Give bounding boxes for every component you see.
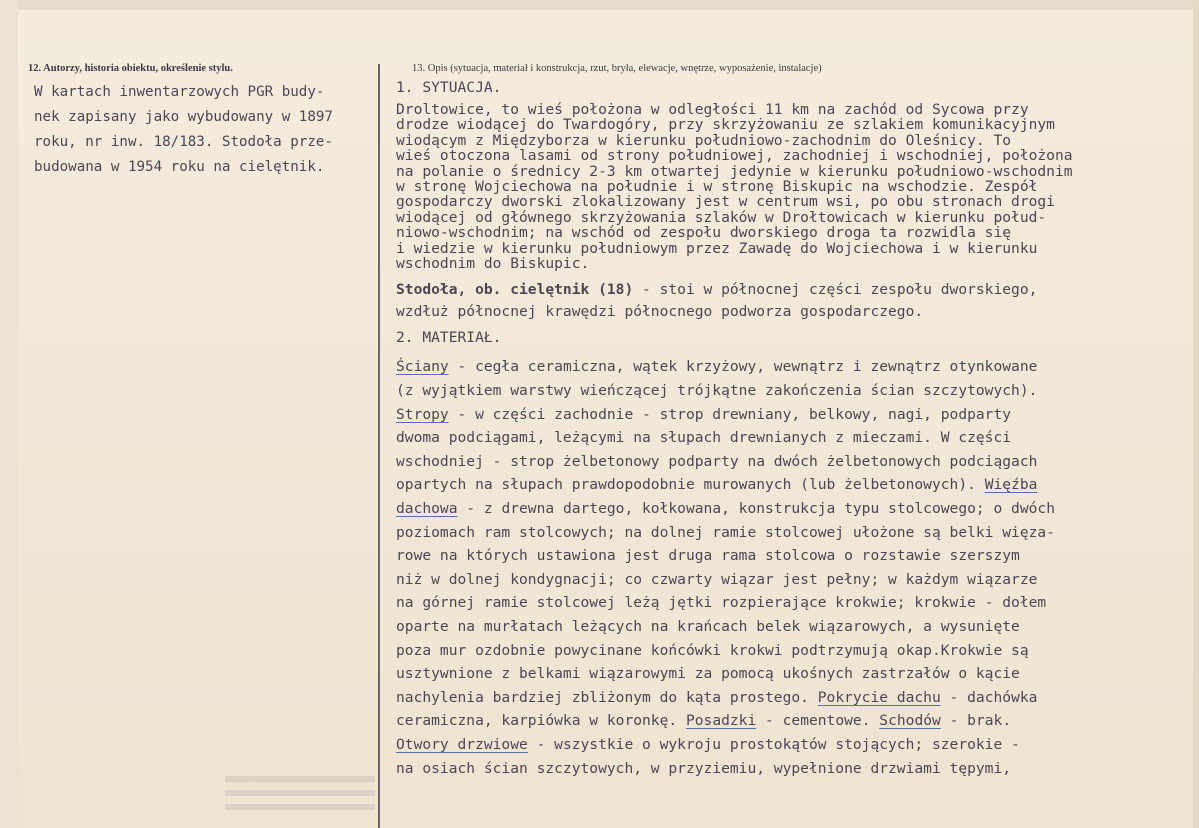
paper-edge-right (1193, 0, 1199, 828)
material-text: - z drewna dartego, kołkowana, konstrukcja typu stolcowego; o dwóch (457, 500, 1055, 518)
material-text: - cegła ceramiczna, wątek krzyżowy, wewnątrz i zewnątrz otynkowane (448, 358, 1038, 376)
situation-line: na polanie o średnicy 2-3 km otwartej jedynie w kierunku południowo-wschodnim (396, 162, 1073, 180)
walls-label: Ściany (396, 358, 449, 376)
situation-line: i wiedzie w kierunku południowym przez Zawadę do Wojciechowa i w kierunku (396, 239, 1038, 257)
situation-line: wschodnim do Biskupic. (396, 255, 590, 273)
material-line: usztywnione z belkami wiązarowymi za pomocą ukośnych zastrzałów o kącie (396, 665, 1020, 683)
floors-label: Posadzki (685, 712, 757, 730)
material-text: nachylenia bardziej zbliżonym do kąta prostego. (396, 688, 809, 706)
material-line: na osiach ścian szczytowych, w przyziemiu, wypełnione drzwiami tępymi, (396, 759, 1012, 777)
material-line: wschodniej - strop żelbetonowy podparty na dwóch żelbetonowych podciągach (396, 452, 1038, 470)
situation-line: gospodarczy dworski zlokalizowany jest w centrum wsi, po obu stronach drogi (396, 193, 1055, 211)
material-text: - w części zachodnie - strop drewniany, belkowy, nagi, podparty (448, 405, 1012, 423)
material-line (396, 403, 1186, 427)
barn-paragraph (396, 279, 1186, 323)
material-text: opartych na słupach prawdopodobnie murowanych (lub żelbetonowych). (396, 476, 976, 494)
material-text: ceramiczna, karpiówka w koronkę. (396, 712, 678, 730)
material-line (396, 497, 1186, 521)
history-line: roku, nr inw. 18/183. Stodoła prze- (34, 134, 333, 150)
roof-truss-label-cont: dachowa (396, 500, 458, 518)
material-line: poziomach ram stolcowych; na dolnej ramie stolcowej ułożone są belki więza- (396, 523, 1055, 541)
door-openings-label: Otwory drzwiowe (396, 735, 528, 753)
section-1-heading: 1. SYTUACJA. (396, 79, 502, 96)
situation-line: drodze wiodącej do Twardogóry, przy skrzyżowaniu ze szlakiem komunikacyjnym (396, 116, 1055, 134)
material-paragraph (396, 355, 1186, 780)
barn-line-text: - stoi w północnej części zespołu dworskiego, (633, 281, 1038, 299)
ceilings-label: Stropy (396, 405, 449, 423)
material-line (396, 355, 1186, 379)
material-line: niż w dolnej kondygnacji; co czwarty wiązar jest pełny; w każdym wiązarze (396, 570, 1038, 588)
situation-line: Droltowice, to wieś położona w odległości 11 km na zachód od Sycowa przy (396, 101, 1029, 118)
history-line: budowana w 1954 roku na cielętnik. (34, 159, 325, 175)
material-line (396, 733, 1186, 757)
material-line (396, 686, 1186, 710)
section-2-heading: 2. MATERIAŁ. (396, 329, 502, 347)
material-line: (z wyjątkiem warstwy wieńczącej trójkątne zakończenia ścian szczytowych). (396, 382, 1038, 400)
material-text: - cementowe. (756, 712, 871, 730)
roofing-label: Pokrycie dachu (817, 688, 941, 706)
history-text (34, 80, 374, 180)
faded-stamp (225, 768, 375, 828)
field-13-heading: 13. Opis (sytuacja, materiał i konstrukcja, rzut, bryła, elewacje, wnętrze, wyposażenie, instalacje) (412, 63, 822, 74)
situation-line: w stronę Wojciechowa na południe i w stronę Biskupic na wschodzie. Zespół (396, 178, 1038, 196)
history-line: nek zapisany jako wybudowany w 1897 (34, 109, 333, 125)
situation-line: niowo-wschodnim; na wschód od zespołu dworskiego droga ta rozwidla się (396, 224, 1012, 242)
paper-edge-left (0, 0, 18, 828)
material-line: rowe na których ustawiona jest druga rama stolcowa o rozstawie szerszym (396, 547, 1020, 565)
column-divider (378, 64, 380, 828)
paper-edge-top (0, 0, 1199, 10)
stairs-label: Schodów (879, 712, 941, 730)
material-line (396, 709, 1186, 733)
description-text (396, 78, 1186, 780)
material-text: - dachówka (940, 688, 1038, 706)
material-line (396, 473, 1186, 497)
roof-truss-label: Więźba (984, 476, 1038, 494)
material-line: na górnej ramie stolcowej leżą jętki rozpierające krokwie; krokwie - dołem (396, 594, 1047, 612)
situation-line: wiodącej od głównego skrzyżowania szlaków w Drołtowicach w kierunku połud- (396, 208, 1047, 226)
material-text: - wszystkie o wykroju prostokątów stojących; szerokie - (527, 735, 1020, 753)
situation-line: wiodącym z Międzyborza w kierunku południowo-zachodnim do Oleśnicy. To (396, 131, 1012, 149)
history-line: W kartach inwentarzowych PGR budy- (34, 84, 325, 100)
material-line: oparte na murłatach leżących na krańcach belek wiązarowych, a wysunięte (396, 618, 1020, 635)
field-12-heading: 12. Autorzy, historia obiektu, określenie stylu. (28, 63, 233, 74)
material-text: - brak. (940, 712, 1012, 730)
barn-line (396, 279, 1186, 301)
barn-title: Stodoła, ob. cielętnik (18) (396, 281, 634, 299)
situation-line: wieś otoczona lasami od strony południowej, zachodniej i wschodniej, położona (396, 147, 1073, 165)
material-line: poza mur ozdobnie powycinane końcówki krokwi podtrzymują okap.Krokwie są (396, 641, 1029, 659)
situation-paragraph (396, 102, 1186, 271)
barn-line: wzdłuż północnej krawędzi północnego podworza gospodarczego. (396, 303, 924, 321)
material-line: dwoma podciągami, leżącymi na słupach drewnianych z mieczami. W części (396, 429, 1012, 447)
